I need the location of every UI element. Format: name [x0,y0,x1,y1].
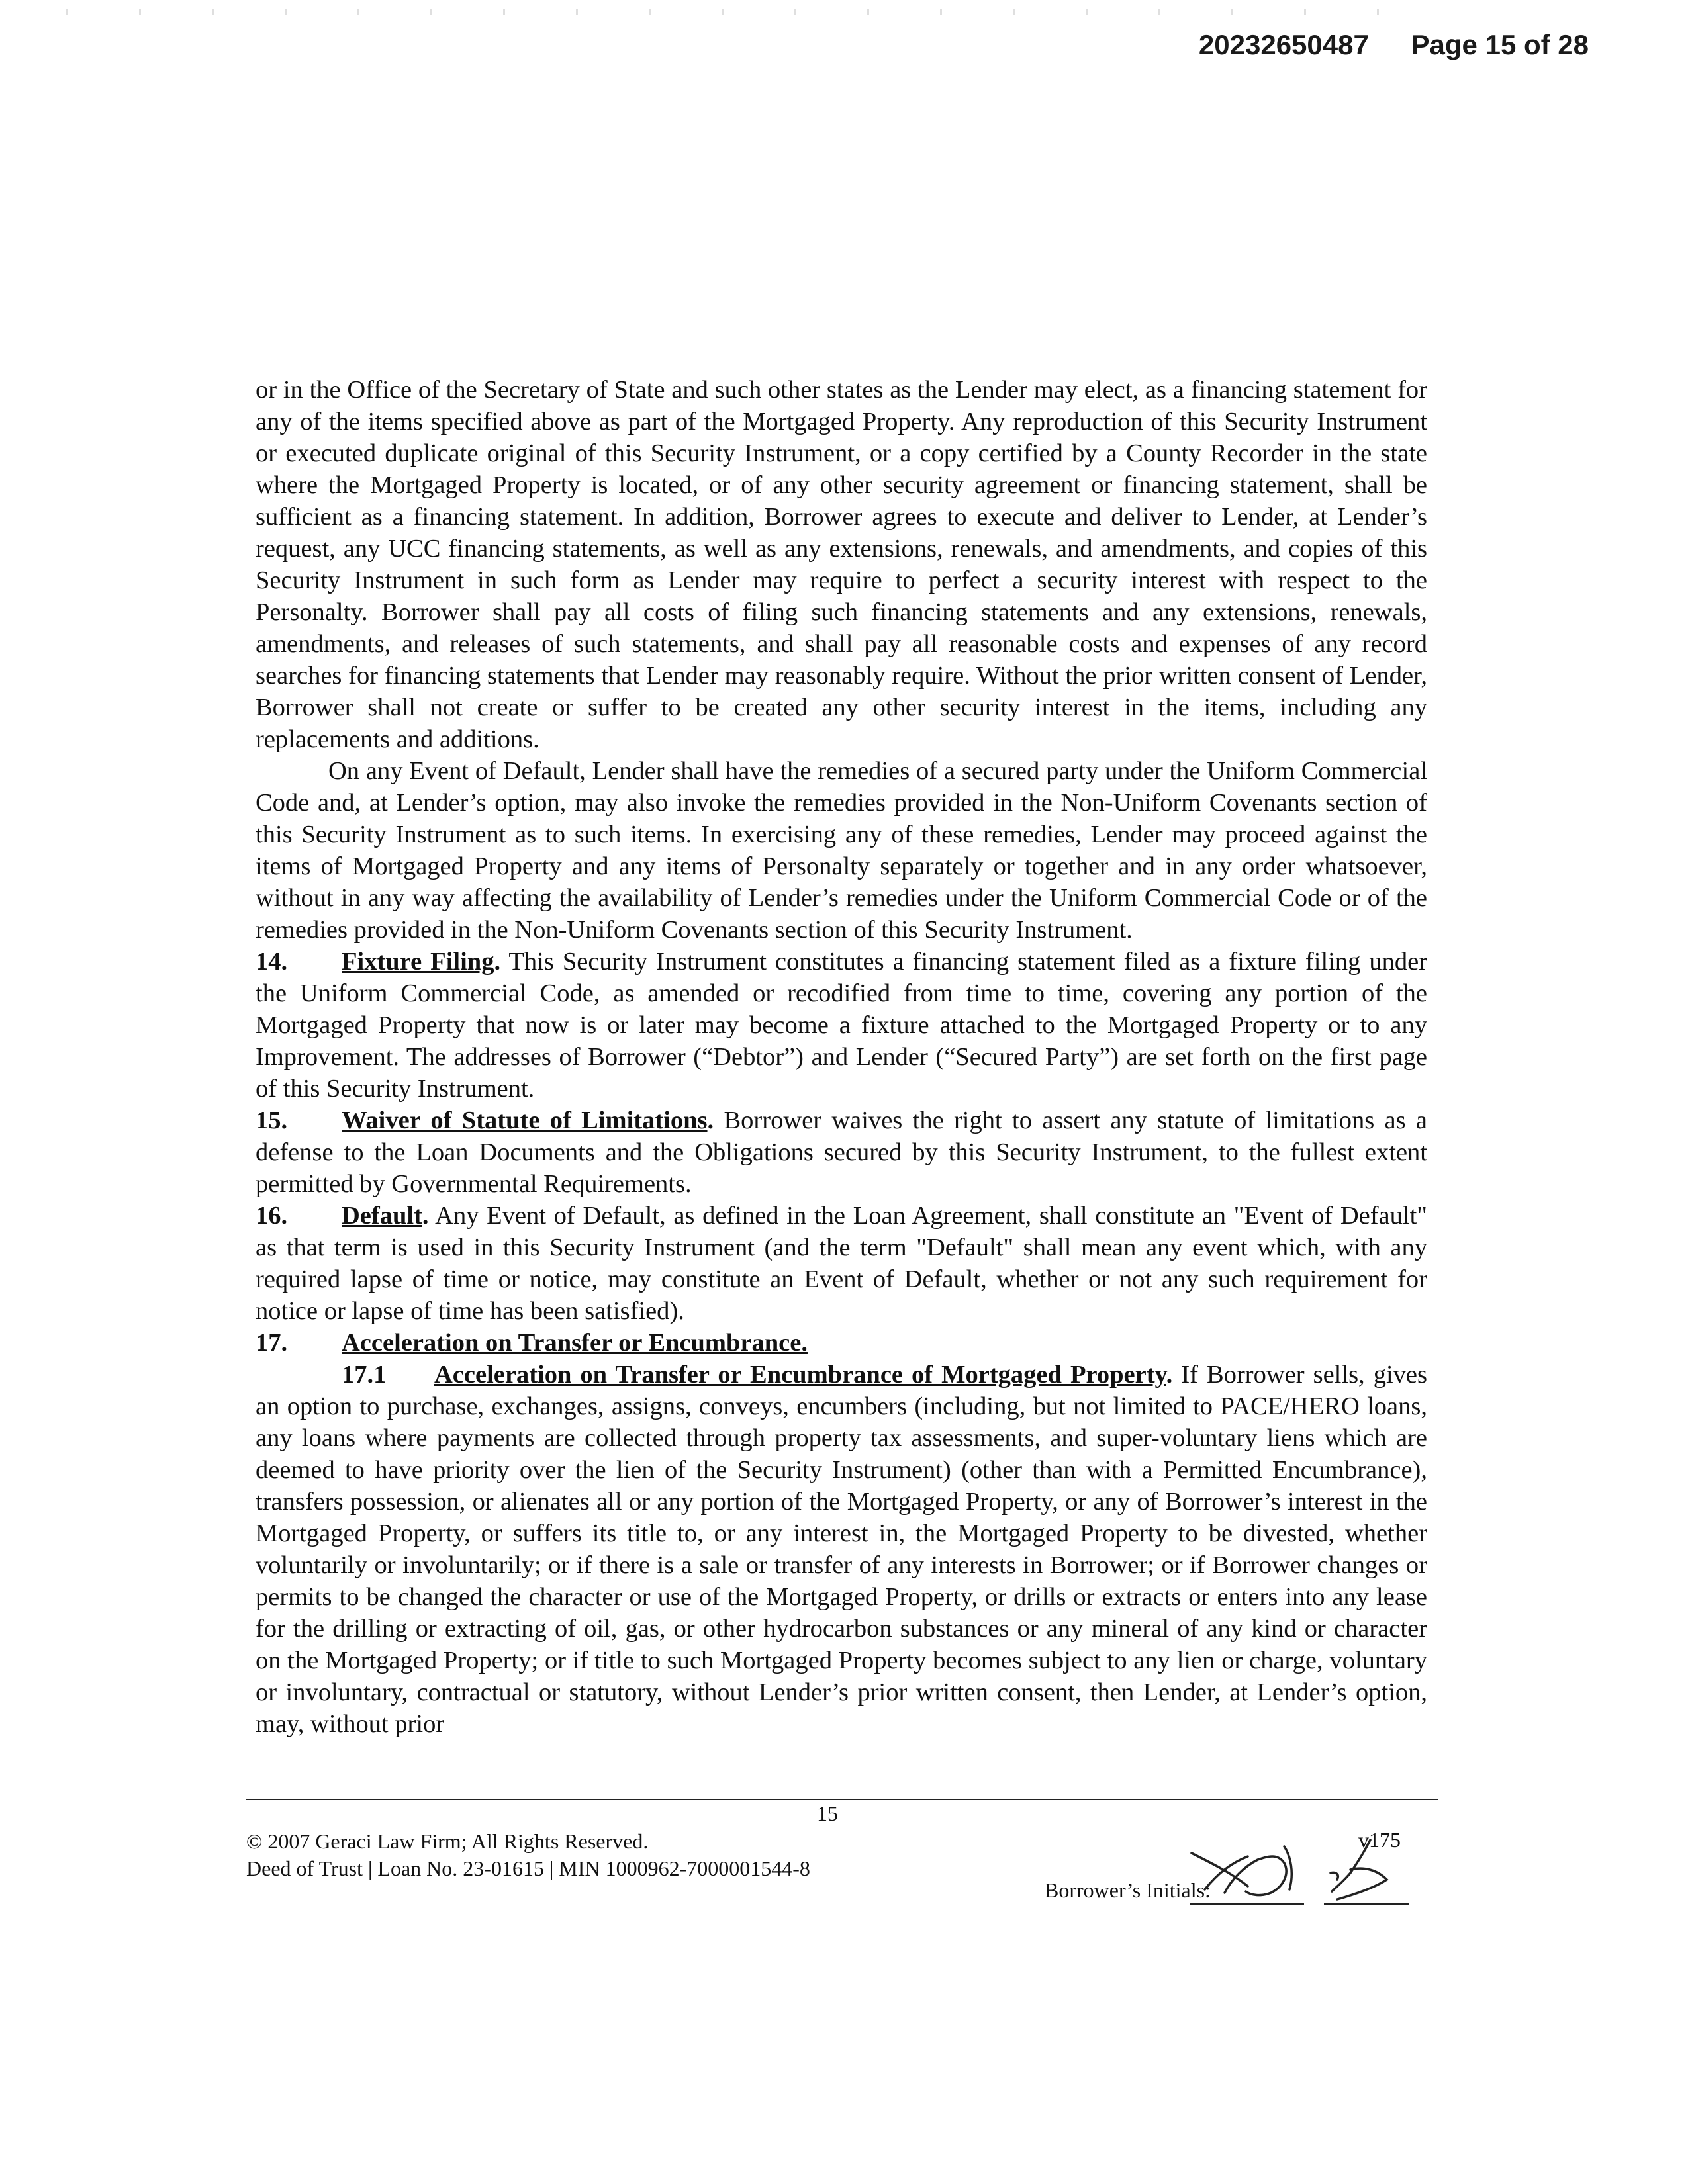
section-title: Fixture Filing [342,948,494,976]
section-number: 16. [256,1202,288,1230]
page-label: Page 15 of 28 [1411,29,1589,60]
subsection-title: Acceleration on Transfer or Encumbrance of Mortgaged Property [434,1361,1166,1388]
footer-divider [246,1799,1438,1800]
subsection-17-1: 17.1 Acceleration on Transfer or Encumbrance of Mortgaged Property. If Borrower sells, gives an option to purchase, exchanges, assigns, conveys, encumbers (including, but not limited to PACE/HERO loans, any loans where payments are collected through property tax assessments, and super-voluntary liens which are deemed to have priority over the lien of the Security Instrument) (other than with a Permitted Encumbrance), transfers possession, or alienates all or any portion of the Mortgaged Property, or any of Borrower’s interest in the Mortgaged Property, or suffers its title to, or any interest in, the Mortgaged Property to be divested, whether voluntarily or involuntarily; or if there is a sale or transfer of any interests in Borrower; or if Borrower changes or permits to be changed the character or use of the Mortgaged Property, or drills or extracts or enters into any lease for the drilling or extracting of oil, gas, or other hydrocarbon substances or any mineral of any kind or character on the Mortgaged Property; or if title to such Mortgaged Property becomes subject to any lien or charge, voluntary or involuntary, contractual or statutory, without Lender’s prior written consent, then Lender, at Lender’s option, may, without prior [256,1359,1427,1740]
section-number: 15. [256,1107,288,1134]
recording-header [1199,29,1589,61]
section-17 [256,1327,1427,1359]
subsection-text: If Borrower sells, gives an option to purchase, exchanges, assigns, conveys, encumbers (including, but not limited to PACE/HERO loans, any loans where payments are collected through property tax assessments, and super-voluntary liens which are deemed to have priority over the lien of the Security Instrument) (other than with a Permitted Encumbrance), transfers possession, or alienates all or any portion of the Mortgaged Property, or any of Borrower’s interest in the Mortgaged Property, or suffers its title to, or any interest in, the Mortgaged Property to be divested, whether voluntarily or involuntarily; or if there is a sale or transfer of any interests in Borrower; or if Borrower changes or permits to be changed the character or use of the Mortgaged Property, or drills or extracts or enters into any lease for the drilling or extracting of oil, gas, or other hydrocarbon substances or any mineral of any kind or character on the Mortgaged Property; or if title to such Mortgaged Property becomes subject to any lien or charge, voluntary or involuntary, contractual or statutory, without Lender’s prior written consent, then Lender, at Lender’s option, may, without prior [256,1361,1427,1738]
version-label: v175 [1358,1828,1401,1852]
loan-reference: Deed of Trust | Loan No. 23-01615 | MIN 1000962-7000001544-8 [246,1856,810,1880]
section-16: 16. Default. Any Event of Default, as defined in the Loan Agreement, shall constitute an "Event of Default" as that term is used in this Security Instrument (and the term "Default" shall mean any event which, with any required lapse of time or notice, may constitute an Event of Default, whether or not any such requirement for notice or lapse of time has been satisfied). [256,1200,1427,1327]
section-number: 14. [256,948,288,976]
document-number: 20232650487 [1198,29,1369,60]
section-title: Acceleration on Transfer or Encumbrance. [342,1329,808,1357]
section-text: Any Event of Default, as defined in the Loan Agreement, shall constitute an "Event of Default" as that term is used in this Security Instrument (and the term "Default" shall mean any event which, with any required lapse of time or notice, may constitute an Event of Default, whether or not any such requirement for notice or lapse of time has been satisfied). [256,1202,1427,1325]
page-number: 15 [817,1801,838,1825]
section-text: Borrower waives the right to assert any statute of limitations as a defense to the Loan Documents and the Obligations secured by this Security Instrument, to the fullest extent permitted by Governmental Requirements. [256,1107,1428,1198]
subsection-number: 17.1 [342,1361,387,1388]
initials-line [1324,1903,1409,1905]
copyright-notice: © 2007 Geraci Law Firm; All Rights Reserved. [246,1829,649,1853]
paragraph-financing-statement: or in the Office of the Secretary of State and such other states as the Lender may elect, as a financing statement for any of the items specified above as part of the Mortgaged Property. Any reproduction of this Security Instrument or executed duplicate original of this Security Instrument, or a copy certified by a County Recorder in the state where the Mortgaged Property is located, or of any other security agreement or financing statement, shall be sufficient as a financing statement. In addition, Borrower agrees to execute and deliver to Lender, at Lender’s request, any UCC financing statements, as well as any extensions, renewals, and amendments, and copies of this Security Instrument in such form as Lender may require to perfect a security interest with respect to the Personalty. Borrower shall pay all costs of filing such financing statements and any extensions, renewals, amendments, and releases of such statements, and shall pay all reasonable costs and expenses of any record searches for financing statements that Lender may reasonably require. Without the prior written consent of Lender, Borrower shall not create or suffer to be created any other security interest in the items, including any replacements and additions. [256,376,1427,753]
initials-line [1190,1903,1304,1905]
borrower-initials-signature-2 [1324,1833,1403,1906]
section-14: 14. Fixture Filing. This Security Instrument constitutes a financing statement filed as a fixture filing under the Uniform Commercial Code, as amended or recodified from time to time, covering any portion of the Mortgaged Property that now is or later may become a fixture attached to the Mortgaged Property or to any Improvement. The addresses of Borrower (“Debtor”) and Lender (“Secured Party”) are set forth on the first page of this Security Instrument. [256,946,1427,1105]
section-title: Default [342,1202,422,1230]
initials-label: Borrower’s Initials: [1045,1878,1211,1902]
section-number: 17. [256,1329,288,1357]
section-text: This Security Instrument constitutes a financing statement filed as a fixture filing under the Uniform Commercial Code, as amended or recodified from time to time, covering any portion of the Mortgaged Property that now is or later may become a fixture attached to the Mortgaged Property or to any Improvement. The addresses of Borrower (“Debtor”) and Lender (“Secured Party”) are set forth on the first page of this Security Instrument. [256,948,1427,1103]
section-15: 15. Waiver of Statute of Limitations. Borrower waives the right to assert any statute of limitations as a defense to the Loan Documents and the Obligations secured by this Security Instrument, to the fullest extent permitted by Governmental Requirements. [256,1105,1427,1200]
borrower-initials-signature-1 [1185,1827,1304,1906]
paragraph-event-of-default: On any Event of Default, Lender shall have the remedies of a secured party under the Uniform Commercial Code and, at Lender’s option, may also invoke the remedies provided in the Non-Uniform Covenants section of this Security Instrument as to such items. In exercising any of these remedies, Lender may proceed against the items of Mortgaged Property and any items of Personalty separately or together and in any order whatsoever, without in any way affecting the availability of Lender’s remedies under the Uniform Commercial Code or of the remedies provided in the Non-Uniform Covenants section of this Security Instrument. [256,757,1427,944]
scan-artifact [40,9,1430,15]
document-body [256,374,1427,1740]
section-title: Waiver of Statute of Limitations [342,1107,708,1134]
